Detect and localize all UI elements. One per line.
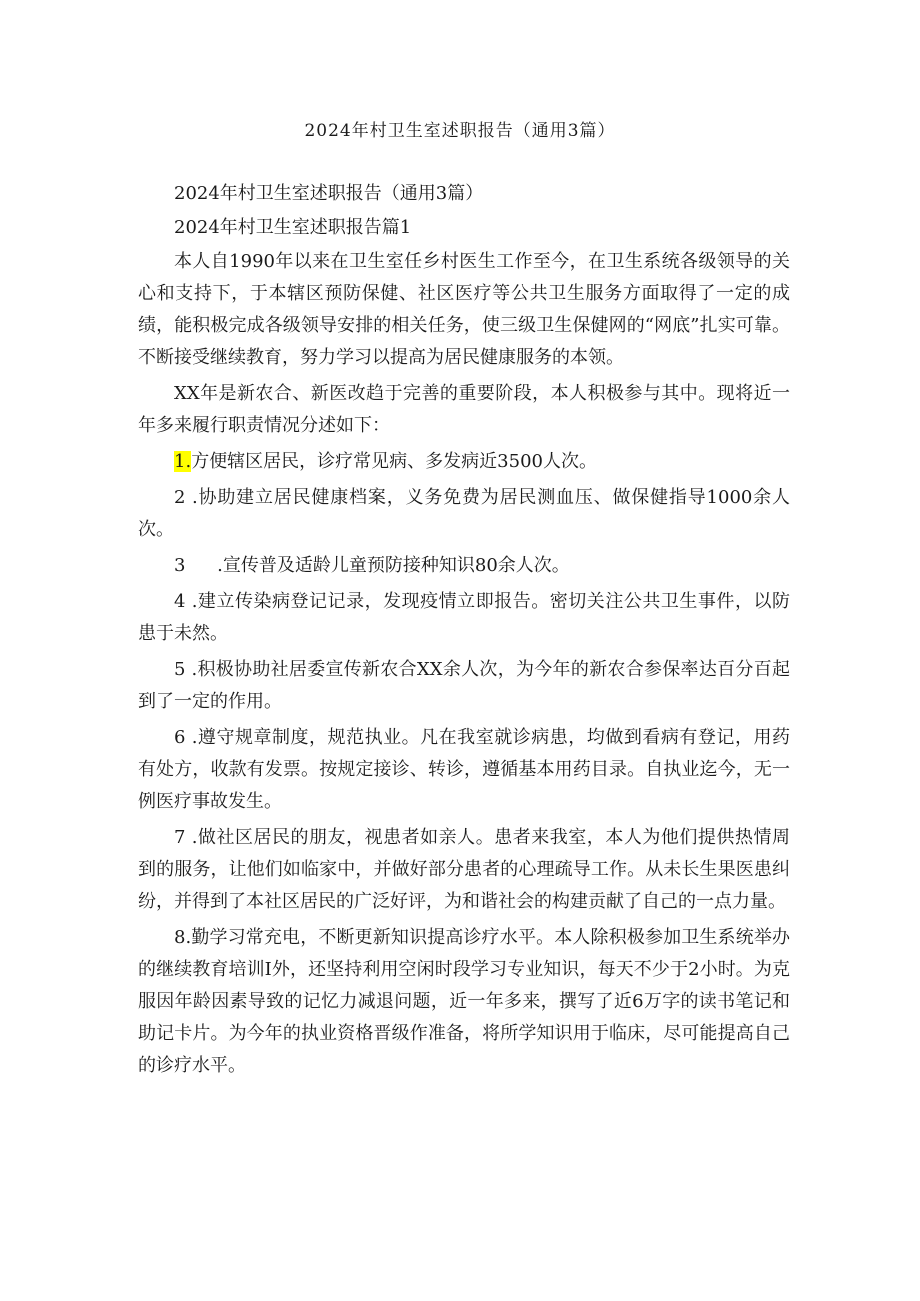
list-item-number: 2 [174, 487, 186, 508]
list-item-text: .做社区居民的朋友，视患者如亲人。患者来我室，本人为他们提供热情周到的服务，让他们如临家中，并做好部分患者的心理疏导工作。从未长生果医患纠纷，并得到了本社区居民的广泛好评，为和谐社会的构建贡献了自己的一点力量。 [138, 827, 790, 912]
list-item [138, 586, 790, 650]
list-item-number: 8. [174, 927, 192, 948]
list-item [138, 550, 790, 582]
list-item-text: .积极协助社居委宣传新农合XX余人次，为今年的新农合参保率达百分百起到了一定的作用。 [138, 659, 790, 712]
highlighted-number: 1. [174, 451, 192, 472]
list-item [138, 446, 790, 478]
list-item-number: 4 [174, 591, 186, 612]
list-item-number: 3 [174, 555, 186, 576]
list-item-text: .建立传染病登记记录，发现疫情立即报告。密切关注公共卫生事件，以防患于未然。 [138, 591, 790, 644]
list-item-text: .宣传普及适龄儿童预防接种知识80余人次。 [211, 555, 570, 576]
document-title: 2024年村卫生室述职报告（通用3篇） [304, 121, 616, 141]
list-item-number: 5 [174, 659, 186, 680]
list-item [138, 822, 790, 918]
list-item-text: .协助建立居民健康档案，义务免费为居民测血压、做保健指导1000余人次。 [138, 487, 790, 540]
intro-paragraph: 本人自1990年以来在卫生室任乡村医生工作至今，在卫生系统各级领导的关心和支持下，于本辖区预防保健、社区医疗等公共卫生服务方面取得了一定的成绩，能积极完成各级领导安排的相关任务，使三级卫生保健网的“网底”扎实可靠。不断接受继续教育，努力学习以提高为居民健康服务的本领。 [138, 251, 790, 368]
list-item [138, 722, 790, 818]
list-item [138, 654, 790, 718]
list-item-text: .遵守规章制度，规范执业。凡在我室就诊病患，均做到看病有登记，用药有处方，收款有发票。按规定接诊、转诊，遵循基本用药目录。自执业迄今，无一例医疗事故发生。 [138, 727, 790, 812]
document-subtitle: 2024年村卫生室述职报告（通用3篇） [174, 183, 484, 204]
list-item [138, 922, 790, 1082]
list-item [138, 482, 790, 546]
list-item-number: 6 [174, 727, 186, 748]
section-heading: 2024年村卫生室述职报告篇1 [174, 217, 412, 238]
list-item-text: 方便辖区居民，诊疗常见病、多发病近3500人次。 [191, 451, 597, 472]
list-item-number: 7 [174, 827, 186, 848]
list-item-text: 勤学习常充电，不断更新知识提高诊疗水平。本人除积极参加卫生系统举办的继续教育培训I外，还坚持利用空闲时段学习专业知识，每天不少于2小时。为克服因年龄因素导致的记忆力减退问题，近一年多来，撰写了近6万字的读书笔记和助记卡片。为今年的执业资格晋级作准备，将所学知识用于临床，尽可能提高自己的诊疗水平。 [138, 927, 790, 1076]
document-body [138, 178, 790, 1086]
overview-paragraph: XX年是新农合、新医改趋于完善的重要阶段，本人积极参与其中。现将近一年多来履行职责情况分述如下： [138, 383, 790, 436]
